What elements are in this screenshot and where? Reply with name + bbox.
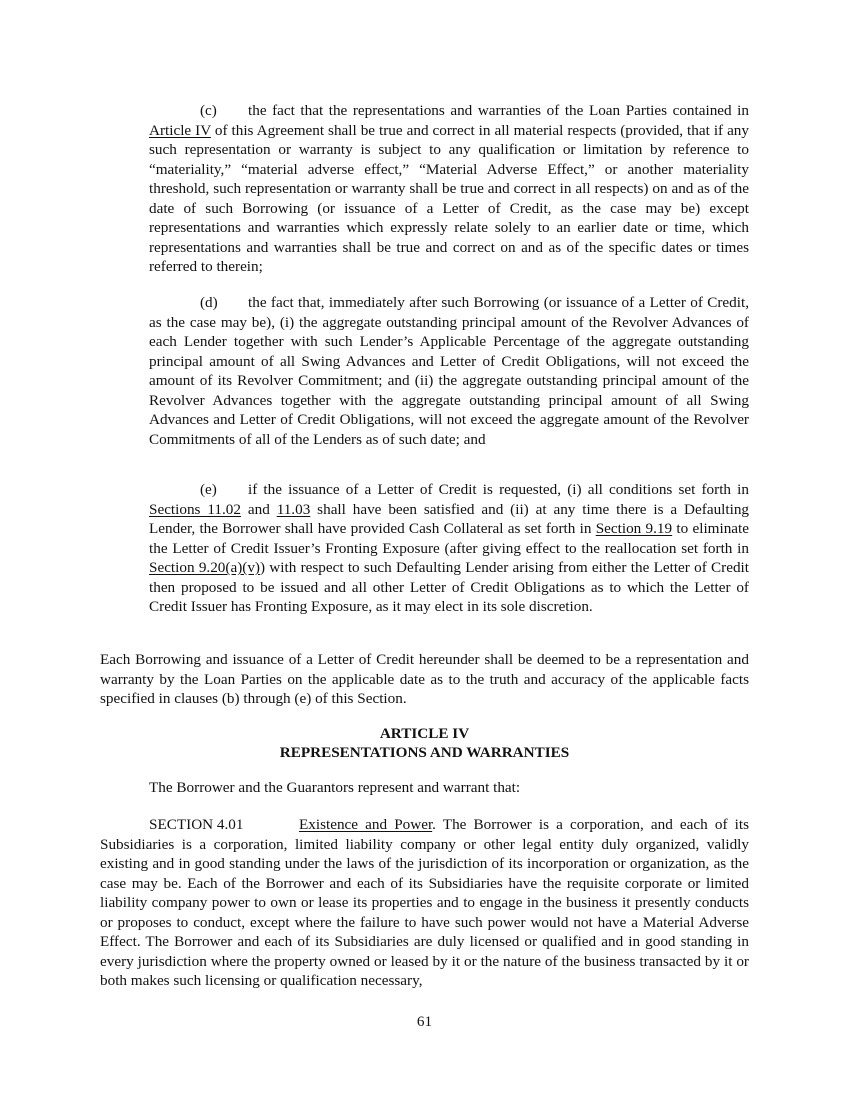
- clause-d-text: the fact that, immediately after such Borrowing (or issuance of a Letter of Credit, as the case may be), (i) the aggregate outstanding principal amount of the Revolver Advances of each Lender together with such Lender’s Applicable Percentage of the aggregate outstanding principal amount of all Swing Advances and Letter of Credit Obligations, will not exceed the amount of its Revolver Commitment; and (ii) the aggregate outstanding principal amount of the Revolver Advances together with the aggregate outstanding principal amount of all Swing Advances and Letter of Credit Obligations, will not exceed the aggregate amount of the Revolver Commitments of all of the Lenders as of such date; and: [149, 294, 749, 448]
- clause-e-paragraph: [149, 480, 749, 617]
- section-1103-reference: 11.03: [276, 500, 311, 518]
- clause-c-label: (c): [200, 102, 217, 119]
- clause-c-text-2: of this Agreement shall be true and correct in all material respects (provided, that if any such representation or warranty is subject to any qualification or limitation by reference to “materiality,” “material adverse effect,” “Material Adverse Effect,” or another materiality threshold, such representation or warranty shall be true and correct in all respects) on and as of the date of such Borrowing (or issuance of a Letter of Credit, as the case may be) except representations and warranties which expressly relate solely to an earlier date or time, which representations and warranties shall be true and correct on and as of the specific dates or times referred to therein;: [149, 121, 749, 275]
- article-title-heading: REPRESENTATIONS AND WARRANTIES: [279, 744, 570, 761]
- section-401-number: SECTION 4.01: [149, 816, 244, 833]
- intro-text: The Borrower and the Guarantors represent and warrant that:: [149, 779, 521, 796]
- clause-e-label: (e): [200, 481, 217, 498]
- clause-d-paragraph: [149, 293, 749, 449]
- article-iv-reference: Article IV: [149, 121, 211, 139]
- clause-c-paragraph: [149, 101, 749, 277]
- clause-e-text-3: shall have been satisfied and (ii) at any time there is a Defaulting Lender, the Borrower shall have provided Cash Collateral as set forth in: [149, 500, 750, 537]
- section-401-paragraph: [100, 815, 749, 991]
- clause-e-text-5: ) with respect to such Defaulting Lender arising from either the Letter of Credit then proposed to be issued and all other Letter of Credit Obligations as to which the Letter of Credit Issuer has Fronting Exposure, as it may elect in its sole discretion.: [149, 559, 749, 615]
- clause-e-text-1: if the issuance of a Letter of Credit is requested, (i) all conditions set forth in: [248, 481, 749, 498]
- sections-1102-reference: Sections 11.02: [149, 500, 241, 518]
- article-number-heading: ARTICLE IV: [379, 725, 470, 742]
- page-number: 61: [416, 1013, 433, 1030]
- section-919-reference: Section 9.19: [595, 520, 673, 537]
- clause-d-label: (d): [200, 294, 218, 311]
- section-920av-reference: Section 9.20(a)(v): [149, 559, 260, 576]
- closing-paragraph: Each Borrowing and issuance of a Letter of Credit hereunder shall be deemed to be a representation and warranty by the Loan Parties on the applicable date as to the truth and accuracy of the applicable facts specified in clauses (b) through (e) of this Section.: [100, 651, 749, 707]
- clause-e-text-2: and: [240, 500, 277, 518]
- clause-c-text-1: the fact that the representations and warranties of the Loan Parties contained in: [248, 102, 749, 119]
- section-401-text: . The Borrower is a corporation, and each of its Subsidiaries is a corporation, limited liability company or other legal entity duly organized, validly existing and in good standing under the laws of the jurisdiction of its incorporation or organization, as the case may be. Each of the Borrower and each of its Subsidiaries have the requisite corporate or limited liability company power to own or lease its properties and to engage in the business it presently conducts or proposes to conduct, except where the failure to have such power would not have a Material Adverse Effect. The Borrower and each of its Subsidiaries are duly licensed or qualified and in good standing in every jurisdiction where the property owned or leased by it or the nature of the business transacted by it or both makes such licensing or qualification necessary,: [100, 816, 749, 989]
- intro-paragraph: [100, 778, 749, 798]
- clause-e-text-4: to eliminate the Letter of Credit Issuer’s Fronting Exposure (after giving effect to the reallocation set forth in: [149, 520, 749, 557]
- section-401-title: Existence and Power: [299, 816, 433, 833]
